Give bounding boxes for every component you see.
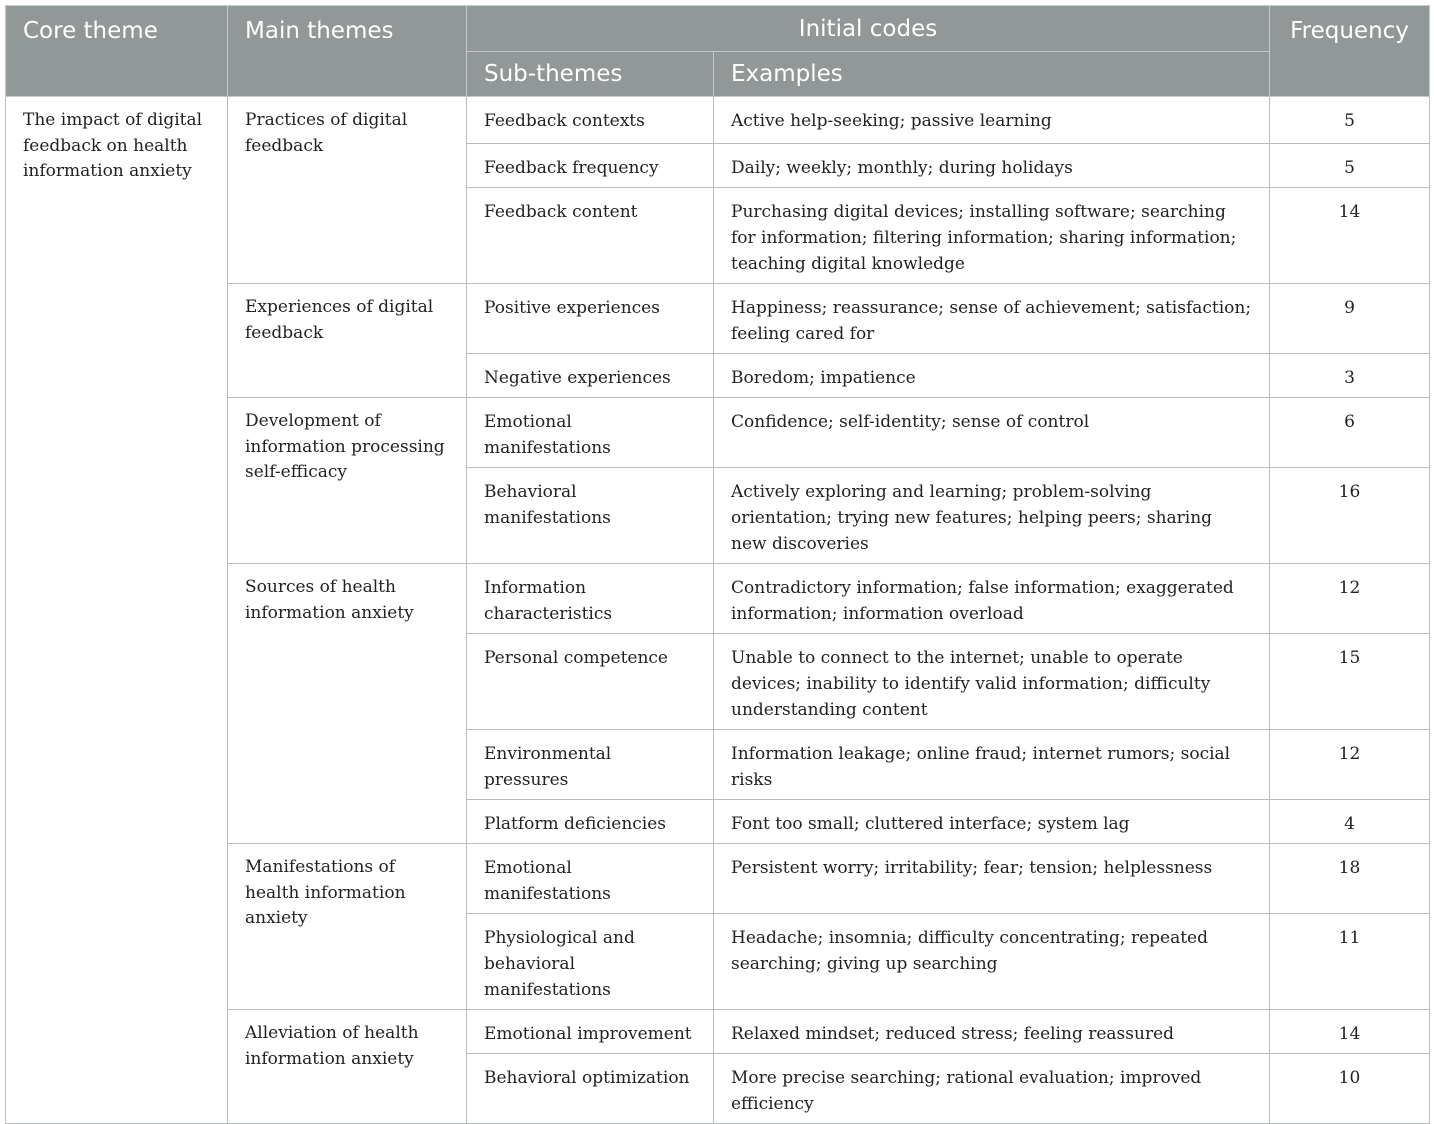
examples-cell: Headache; insomnia; difficulty concentrating; repeated searching; giving up searching <box>714 914 1270 1010</box>
sub-theme-cell: Information characteristics <box>467 564 714 634</box>
frequency-cell: 14 <box>1270 188 1430 284</box>
examples-cell: Purchasing digital devices; installing software; searching for information; filtering information; sharing information; teaching digital knowledge <box>714 188 1270 284</box>
examples-cell: Boredom; impatience <box>714 354 1270 398</box>
header-frequency: Frequency <box>1270 6 1430 97</box>
frequency-cell: 9 <box>1270 284 1430 354</box>
themes-table <box>5 5 1430 1124</box>
sub-theme-cell: Positive experiences <box>467 284 714 354</box>
main-theme-cell: Alleviation of health information anxiety <box>228 1010 467 1124</box>
sub-theme-cell: Emotional manifestations <box>467 398 714 468</box>
frequency-cell: 5 <box>1270 144 1430 188</box>
examples-cell: Happiness; reassurance; sense of achievement; satisfaction; feeling cared for <box>714 284 1270 354</box>
sub-theme-cell: Feedback content <box>467 188 714 284</box>
sub-theme-cell: Emotional manifestations <box>467 844 714 914</box>
sub-theme-cell: Behavioral optimization <box>467 1054 714 1124</box>
sub-theme-cell: Personal competence <box>467 634 714 730</box>
examples-cell: Contradictory information; false information; exaggerated information; information overload <box>714 564 1270 634</box>
frequency-cell: 5 <box>1270 97 1430 144</box>
examples-cell: Daily; weekly; monthly; during holidays <box>714 144 1270 188</box>
header-initial-codes: Initial codes <box>467 6 1270 52</box>
main-theme-cell: Development of information processing self-efficacy <box>228 398 467 564</box>
examples-cell: Unable to connect to the internet; unable to operate devices; inability to identify valid information; difficulty understanding content <box>714 634 1270 730</box>
main-theme-cell: Experiences of digital feedback <box>228 284 467 398</box>
sub-theme-cell: Negative experiences <box>467 354 714 398</box>
sub-theme-cell: Feedback contexts <box>467 97 714 144</box>
core-theme-cell: The impact of digital feedback on health information anxiety <box>6 97 228 1124</box>
examples-cell: Confidence; self-identity; sense of control <box>714 398 1270 468</box>
header-main-themes: Main themes <box>228 6 467 97</box>
frequency-cell: 3 <box>1270 354 1430 398</box>
sub-theme-cell: Feedback frequency <box>467 144 714 188</box>
sub-theme-cell: Physiological and behavioral manifestations <box>467 914 714 1010</box>
header-sub-themes: Sub-themes <box>467 52 714 97</box>
main-theme-cell: Manifestations of health information anxiety <box>228 844 467 1010</box>
examples-cell: Active help-seeking; passive learning <box>714 97 1270 144</box>
frequency-cell: 18 <box>1270 844 1430 914</box>
frequency-cell: 10 <box>1270 1054 1430 1124</box>
frequency-cell: 16 <box>1270 468 1430 564</box>
examples-cell: Actively exploring and learning; problem-solving orientation; trying new features; helping peers; sharing new discoveries <box>714 468 1270 564</box>
table-row <box>6 97 1430 144</box>
frequency-cell: 12 <box>1270 730 1430 800</box>
frequency-cell: 4 <box>1270 800 1430 844</box>
sub-theme-cell: Platform deficiencies <box>467 800 714 844</box>
examples-cell: Persistent worry; irritability; fear; tension; helplessness <box>714 844 1270 914</box>
main-theme-cell: Practices of digital feedback <box>228 97 467 284</box>
frequency-cell: 12 <box>1270 564 1430 634</box>
frequency-cell: 14 <box>1270 1010 1430 1054</box>
frequency-cell: 11 <box>1270 914 1430 1010</box>
examples-cell: Font too small; cluttered interface; system lag <box>714 800 1270 844</box>
frequency-cell: 6 <box>1270 398 1430 468</box>
main-theme-cell: Sources of health information anxiety <box>228 564 467 844</box>
sub-theme-cell: Emotional improvement <box>467 1010 714 1054</box>
header-core-theme: Core theme <box>6 6 228 97</box>
examples-cell: Relaxed mindset; reduced stress; feeling reassured <box>714 1010 1270 1054</box>
sub-theme-cell: Behavioral manifestations <box>467 468 714 564</box>
examples-cell: Information leakage; online fraud; internet rumors; social risks <box>714 730 1270 800</box>
frequency-cell: 15 <box>1270 634 1430 730</box>
sub-theme-cell: Environmental pressures <box>467 730 714 800</box>
header-examples: Examples <box>714 52 1270 97</box>
examples-cell: More precise searching; rational evaluation; improved efficiency <box>714 1054 1270 1124</box>
